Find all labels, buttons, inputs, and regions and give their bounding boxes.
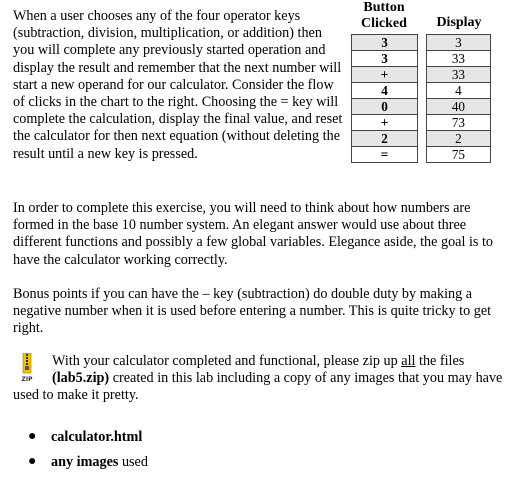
table-header — [351, 0, 491, 34]
zip-paragraph — [13, 353, 505, 405]
button-clicked-cell: 2 — [352, 131, 418, 147]
column-gap — [418, 115, 427, 131]
table-row — [352, 99, 491, 115]
click-flow-table — [351, 0, 491, 163]
table-row — [352, 51, 491, 67]
display-cell: 2 — [426, 131, 490, 147]
display-cell: 33 — [426, 67, 490, 83]
button-clicked-cell: + — [352, 67, 418, 83]
bullet-icon: ● — [28, 454, 37, 469]
header-display: Display — [436, 15, 482, 30]
column-gap — [418, 35, 427, 51]
column-gap — [418, 51, 427, 67]
table-row — [352, 35, 491, 51]
table-row — [352, 83, 491, 99]
table-row — [352, 67, 491, 83]
table-row — [352, 131, 491, 147]
display-cell: 3 — [426, 35, 490, 51]
button-clicked-cell: 3 — [352, 51, 418, 67]
display-cell: 40 — [426, 99, 490, 115]
display-cell: 33 — [426, 51, 490, 67]
bullet-bold: calculator.html — [51, 429, 143, 445]
zip-icon-label: ZIP — [21, 376, 33, 383]
column-gap — [418, 67, 427, 83]
column-gap — [418, 83, 427, 99]
functions-paragraph: In order to complete this exercise, you will need to think about how numbers are formed in the base 10 number system. An elegant answer would use about three different functions and possibly a few global variables. Elegance aside, the goal is to have the calculator working correctly. — [13, 200, 493, 268]
header-button-clicked: Button Clicked — [361, 0, 407, 31]
zip-text-after: created in this lab including a copy of any images that you may have used to make it pretty. — [13, 370, 503, 404]
button-clicked-cell: + — [352, 115, 418, 131]
bullet-icon: ● — [28, 429, 37, 444]
display-cell: 4 — [426, 83, 490, 99]
table-row — [352, 147, 491, 163]
zip-filename: (lab5.zip) — [52, 370, 110, 387]
column-gap — [418, 99, 427, 115]
table-row — [352, 115, 491, 131]
button-clicked-cell: 3 — [352, 35, 418, 51]
bullet-bold: any images — [51, 454, 119, 470]
bullet-rest: used — [118, 454, 148, 470]
column-gap — [418, 147, 427, 163]
zip-text-before: With your calculator completed and functional, please zip up — [52, 353, 402, 369]
zip-text-all: all — [401, 353, 416, 369]
intro-paragraph: When a user chooses any of the four operator keys (subtraction, division, multiplication, or addition) then you will complete any previously started operation and display the result and remember that the next number will start a new operand for our calculator. Consider the flow of clicks in the chart to the right. Choosing the = key will complete the calculation, display the final value, and reset the calculator for then next equation (without deleting the result until a new key is pressed. — [13, 8, 343, 162]
zip-text-middle: the files — [415, 353, 465, 369]
button-clicked-cell: 0 — [352, 99, 418, 115]
display-cell: 73 — [426, 115, 490, 131]
display-cell: 75 — [426, 147, 490, 163]
button-clicked-cell: 4 — [352, 83, 418, 99]
button-clicked-cell: = — [352, 147, 418, 163]
column-gap — [418, 131, 427, 147]
click-table — [351, 34, 491, 163]
bonus-paragraph: Bonus points if you can have the – key (subtraction) do double duty by making a negative number when it is used before entering a number. This is quite tricky to get right. — [13, 286, 492, 337]
